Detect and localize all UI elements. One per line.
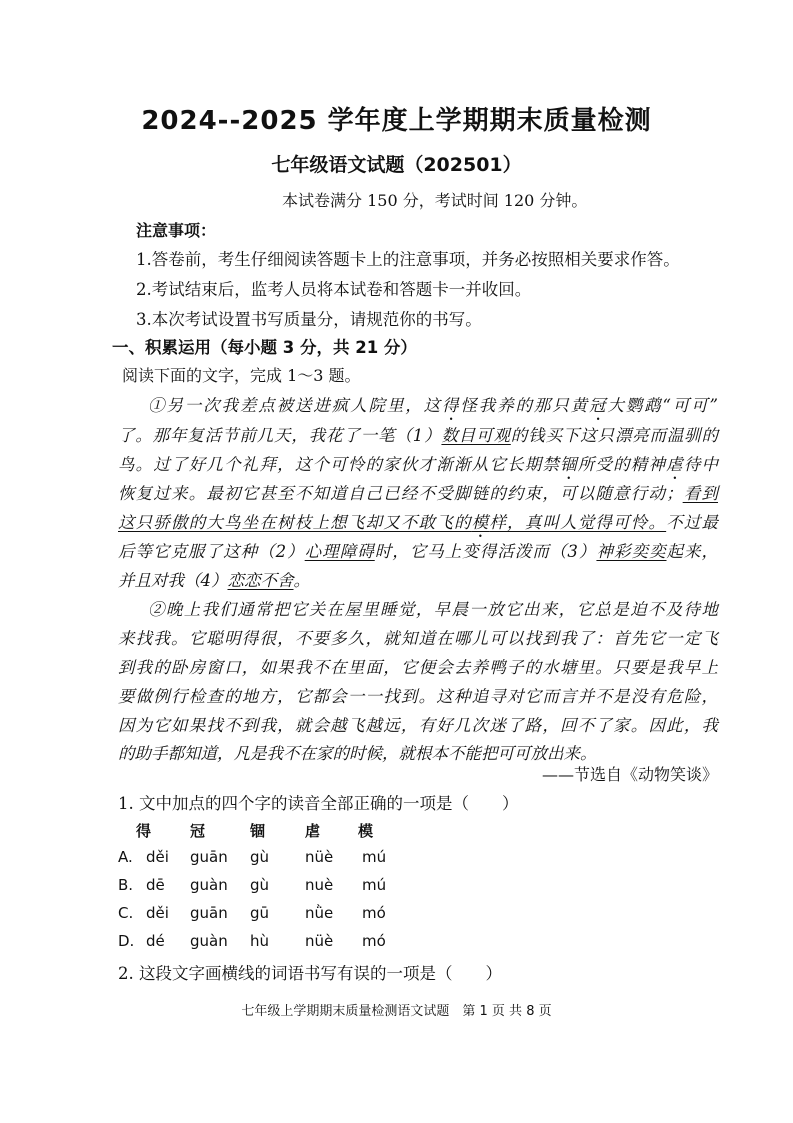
option-label: B.: [118, 876, 134, 894]
passage-line: ②晚上我们通常把它关在屋里睡觉，早晨一放它出来，它总是迫不及待地: [148, 600, 718, 619]
option-value: guàn: [190, 876, 228, 894]
passage-line: ①另一次我差点被送进疯人院里，这得怪我养的那只黄冠大鹦鹉“可可”: [148, 396, 718, 415]
option-label: D.: [118, 932, 135, 950]
underlined-sentence: 这只骄傲的大鸟坐在树枝上想飞却又不敢飞的: [118, 513, 472, 532]
underlined-sentence: 看到: [682, 484, 719, 503]
underlined-sentence: 样，真叫人觉得可怜。: [489, 513, 667, 532]
exam-info: 本试卷满分 150 分，考试时间 120 分钟。: [282, 191, 588, 210]
option-value: guàn: [190, 932, 228, 950]
passage-line: 来找我。它聪明得很，不要多久，就知道在哪儿可以找到我了：首先它一定飞: [118, 629, 718, 648]
option-value: mú: [362, 876, 387, 894]
question-1-char: 冠: [190, 822, 206, 840]
dotted-char: 锢: [560, 455, 578, 474]
option-value: dē: [146, 876, 165, 894]
option-value: děi: [146, 848, 169, 866]
page-footer: 七年级上学期期末质量检测语文试题 第 1 页 共 8 页: [241, 1004, 552, 1019]
dotted-char: 虐: [666, 455, 684, 474]
option-value: gū: [250, 904, 270, 922]
passage-line: 的助手都知道，凡是我不在家的时候，就根本不能把可可放出来。: [118, 744, 597, 763]
notice-item-1: 1.答卷前，考生仔细阅读答题卡上的注意事项，并务必按照相关要求作答。: [136, 250, 680, 269]
option-value: hù: [250, 932, 270, 950]
option-value: guān: [190, 904, 228, 922]
passage-line: 了。那年复活节前几天，我花了一笔（1）数目可观的钱买下这只漂亮而温驯的: [118, 426, 719, 445]
passage-line: 鸟。过了好几个礼拜，这个可怜的家伙才渐渐从它长期禁锢所受的精神虐待中: [118, 455, 719, 474]
option-value: guān: [190, 848, 228, 866]
option-label: A.: [118, 848, 133, 866]
passage-line: 并且对我（4）恋恋不舍。: [118, 571, 310, 590]
question-1-char: 锢: [250, 822, 266, 840]
option-value: gù: [250, 876, 270, 894]
section-1-heading: 一、积累运用（每小题 3 分，共 21 分）: [112, 338, 417, 357]
passage-line: 后等它克服了这种（2）心理障碍时，它马上变得活泼而（3）神彩奕奕起来，: [118, 542, 719, 561]
underlined-word: 神彩奕奕: [596, 542, 667, 561]
section-1-instruction: 阅读下面的文字，完成 1～3 题。: [122, 366, 361, 385]
question-1-char: 得: [136, 822, 152, 840]
option-value: nüè: [305, 932, 334, 950]
passage-line: 因为它如果找不到我，就会越飞越远，有好几次迷了路，回不了家。因此，我: [118, 716, 718, 735]
question-1-stem: 1. 文中加点的四个字的读音全部正确的一项是（ ）: [118, 794, 519, 813]
exam-subtitle: 七年级语文试题（202501）: [271, 154, 522, 176]
underlined-word: 心理障碍: [304, 542, 375, 561]
passage-line: 到我的卧房窗口，如果我不在里面，它便会去养鸭子的水塘里。只要是我早上: [118, 658, 718, 677]
passage-line: 要做例行检查的地方，它都会一一找到。这种追寻对它而言并不是没有危险，: [118, 687, 718, 706]
option-label: C.: [118, 904, 134, 922]
notice-heading: 注意事项：: [136, 221, 217, 240]
underlined-word: 恋恋不舍: [227, 571, 294, 590]
option-value: mó: [362, 904, 386, 922]
option-value: děi: [146, 904, 169, 922]
dotted-char: 得: [442, 396, 461, 415]
option-value: nǜe: [305, 904, 334, 922]
option-value: mú: [362, 848, 387, 866]
option-value: mó: [362, 932, 386, 950]
option-value: gù: [250, 848, 270, 866]
question-1-char: 虐: [305, 822, 321, 840]
passage-source: ——节选自《动物笑谈》: [541, 765, 718, 784]
option-value: nuè: [305, 876, 334, 894]
dotted-char: 模: [471, 513, 490, 532]
notice-item-2: 2.考试结束后，监考人员将本试卷和答题卡一并收回。: [136, 280, 532, 299]
notice-item-3: 3.本次考试设置书写质量分，请规范你的书写。: [136, 310, 482, 329]
exam-title: 2024--2025 学年度上学期期末质量检测: [141, 106, 652, 136]
option-value: dé: [146, 932, 165, 950]
option-value: nüè: [305, 848, 334, 866]
dotted-char: 冠: [589, 396, 608, 415]
passage-line: 恢复过来。最初它甚至不知道自己已经不受脚链的约束，可以随意行动；看到: [118, 484, 719, 503]
passage-line: 这只骄傲的大鸟坐在树枝上想飞却又不敢飞的模样，真叫人觉得可怜。不过最: [118, 513, 719, 532]
underlined-word: 数目可观: [441, 426, 511, 445]
question-1-char: 模: [358, 822, 374, 840]
question-2-stem: 2. 这段文字画横线的词语书写有误的一项是（ ）: [118, 964, 502, 983]
